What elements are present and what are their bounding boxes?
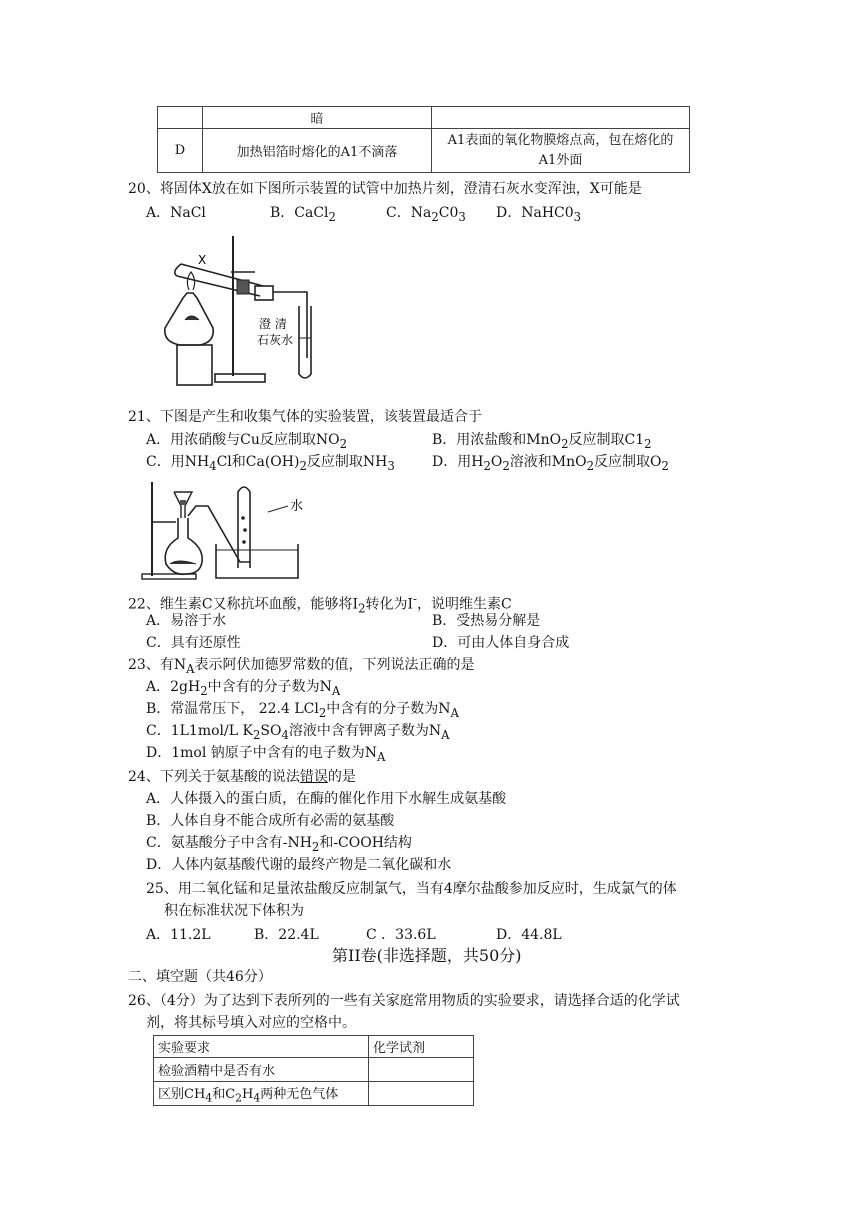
- q23-option-d: D．1mol 钠原子中含有的电子数为$N_A$: [146, 745, 386, 764]
- top-table-r2c3: [432, 129, 690, 173]
- q20-fig-label-x: X: [198, 253, 207, 267]
- part2-title: 第II卷(非选择题，共50分): [332, 946, 522, 965]
- q24-option-d: D．人体内氨基酸代谢的最终产物是二氧化碳和水: [146, 857, 452, 873]
- q22-stem: 22、维生素C又称抗坏血酸，能够将$I_2$转化为I-，说明维生素C: [128, 592, 512, 616]
- top-table: [157, 106, 690, 173]
- top-table-r1c3: [432, 107, 690, 129]
- q20-option-a: A．NaCl: [146, 205, 206, 221]
- q26-table-row2-requirement: 区别$CH_4$和$C_2H_4$两种无色气体: [154, 1082, 369, 1106]
- q20-stem: 20、将固体X放在如下图所示装置的试管中加热片刻，澄清石灰水变浑浊，X可能是: [128, 181, 642, 197]
- q26-stem-line2: 剂，将其标号填入对应的空格中。: [146, 1015, 356, 1031]
- q24-stem-underlined: 错误: [299, 769, 328, 785]
- q20-fig-label-limewater-1: 澄 清: [259, 317, 287, 331]
- q24-stem: 24、下列关于氨基酸的说法错误的是: [128, 769, 356, 785]
- q21-option-d: D．用$H_2O_2$溶液和MnO$_2$反应制取$O_2$: [432, 454, 669, 473]
- top-table-r2c3-line2: A1外面: [538, 152, 583, 168]
- q23-option-c: C．1L1mol/L $K_2SO_4$溶液中含有钾离子数为$N_A$: [146, 723, 450, 742]
- q21-option-c: C．用$NH_4Cl$和$Ca(OH)_2$反应制取$NH_3$: [146, 454, 395, 473]
- q21-apparatus-figure: [138, 478, 318, 583]
- q22-option-c: C．具有还原性: [146, 635, 241, 651]
- q26-table: [153, 1035, 474, 1106]
- q25-stem-line2: 积在标准状况下体积为: [164, 903, 304, 919]
- q26-table-row1-answer-cell[interactable]: [369, 1058, 474, 1082]
- q21-option-b: B．用浓盐酸和MnO$_2$反应制取$C1_2$: [432, 432, 652, 451]
- q22-option-b: B．受热易分解是: [432, 613, 541, 629]
- top-table-r2c3-line1: A1表面的氧化物膜熔点高，包在熔化的: [447, 132, 674, 148]
- q26-table-row2-answer-cell[interactable]: [369, 1082, 474, 1106]
- q20-fig-label-limewater-2: 石灰水: [257, 333, 294, 347]
- q26-stem-line1: 26、（4分）为了达到下表所列的一些有关家庭常用物质的实验要求，请选择合适的化学试: [128, 993, 680, 1009]
- section-fill-in-title: 二、填空题（共46分）: [128, 969, 272, 985]
- top-table-r2c2: 加热铝箔时熔化的A1不滴落: [203, 129, 432, 173]
- q20-option-d: D．$NaHC0_3$: [496, 205, 582, 224]
- q22-option-d: D．可由人体自身合成: [432, 635, 570, 651]
- q25-option-c: C ．33.6L: [366, 927, 436, 943]
- q24-option-a: A．人体摄入的蛋白质，在酶的催化作用下水解生成氨基酸: [146, 791, 507, 807]
- q20-apparatus-figure: [155, 228, 355, 398]
- q26-table-row1-requirement: 检验酒精中是否有水: [154, 1058, 369, 1082]
- q25-stem-line1: 25、用二氧化锰和足量浓盐酸反应制氯气，当有4摩尔盐酸参加反应时，生成氯气的体: [146, 881, 677, 897]
- top-table-r1c1: [158, 107, 203, 129]
- q21-stem: 21、下图是产生和收集气体的实验装置，该装置最适合于: [128, 409, 482, 425]
- q21-fig-label-water: 水: [290, 499, 304, 514]
- q20-option-c: C．$Na_2C0_3$: [386, 205, 466, 224]
- q26-table-header-reagent: 化学试剂: [369, 1036, 474, 1058]
- q25-option-d: D．44.8L: [496, 927, 562, 943]
- q23-stem: 23、有$N_A$表示阿伏加德罗常数的值，下列说法正确的是: [128, 657, 475, 676]
- q22-option-a: A．易溶于水: [146, 613, 227, 629]
- q25-option-a: A．11.2L: [146, 927, 211, 943]
- q25-option-b: B．22.4L: [254, 927, 319, 943]
- q26-table-header-requirement: 实验要求: [154, 1036, 369, 1058]
- q23-option-b: B．常温常压下， 22.4 LCl$_2$中含有的分子数为$N_A$: [146, 701, 459, 720]
- top-table-r2c1: D: [158, 129, 203, 173]
- q21-option-a: A．用浓硝酸与Cu反应制取$NO_2$: [146, 432, 347, 451]
- q23-option-a: A．$2gH_2$中含有的分子数为$N_A$: [146, 679, 341, 698]
- q24-option-b: B．人体自身不能合成所有必需的氨基酸: [146, 813, 395, 829]
- q24-option-c: C．氨基酸分子中含有$-NH_2$和-COOH结构: [146, 835, 412, 854]
- q20-option-b: B．CaCl$_2$: [270, 205, 336, 224]
- top-table-r1c2: 暗: [203, 107, 432, 129]
